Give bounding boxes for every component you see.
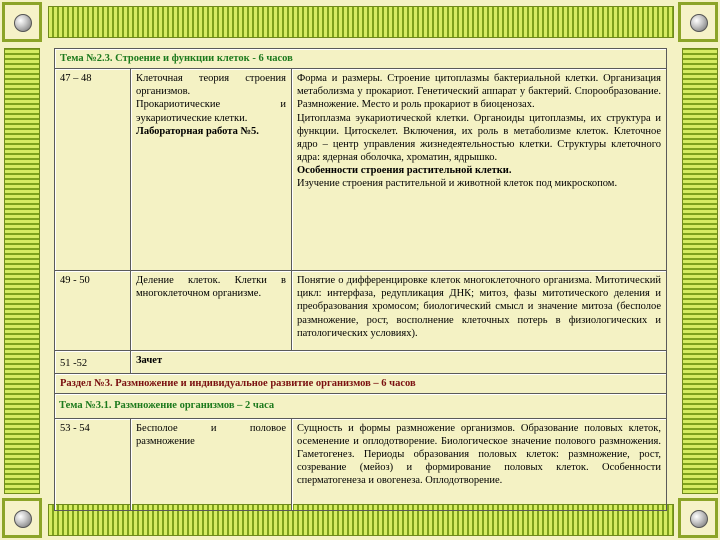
- topic-heading: Тема №2.3. Строение и функции клеток - 6 часов: [55, 49, 667, 69]
- lesson-content: Сущность и формы размножение организмов. Образование половых клеток, осеменение и оплодотворение. Биологическое значение полового размножения. Гаметогенез. Периоды образования половых клеток: размножение, рост, созревание (мейоз) и формирование половых клеток. Особенности сперматогенеза и овогенеза. Оплодотворение.: [292, 418, 667, 510]
- corner-knob-icon: [690, 510, 708, 528]
- table-row: [55, 69, 667, 271]
- curriculum-table: [54, 48, 667, 511]
- exam-label: Зачет: [131, 351, 667, 374]
- corner-tile-top-right: [678, 2, 718, 42]
- lesson-title: Деление клеток. Клетки в многоклеточном организме.: [131, 271, 292, 351]
- lesson-title: Клеточная теория строения организмов.: [136, 73, 286, 98]
- lesson-content: Понятие о дифференцировке клеток многоклеточного организма. Митотический цикл: интерфаза, редупликация ДНК; митоз, фазы митотического деления и преобразования хромосом; биологический смысл и значение митоза (бесполое размножение, рост, восполнение клеточных потерь в физиологических и патологических условиях).: [292, 271, 667, 351]
- frame-right-border: [682, 48, 718, 494]
- topic-heading: Тема №3.1. Размножение организмов – 2 часа: [55, 394, 667, 418]
- lab-work-text: Изучение строения растительной и животной клеток под микроскопом.: [297, 178, 618, 190]
- lesson-content: Цитоплазма эукариотической клетки. Органоиды цитоплазмы, их структура и функции. Цитоскелет. Включения, их роль в метаболизме клеток. Клеточное ядро – центр управления жизнедеятельностью клетки. Структуры клеточного ядра: ядерная оболочка, хроматин, ядрышко.: [297, 112, 662, 163]
- lab-work-title: Особенности строения растительной клетки.: [297, 165, 512, 176]
- lesson-number: 53 - 54: [55, 418, 131, 510]
- lesson-content: Форма и размеры. Строение цитоплазмы бактериальной клетки. Организация метаболизма у прокариот. Генетический аппарат у бактерий. Спорообразование. Размножение. Место и роль прокариот в биоценозах.: [297, 73, 662, 111]
- lesson-title: Бесполое и половое размножение: [131, 418, 292, 510]
- lesson-number: 47 – 48: [55, 69, 131, 271]
- table-row: [55, 351, 667, 374]
- lesson-title: Прокариотические и эукариотические клетки.: [136, 99, 286, 124]
- corner-tile-top-left: [2, 2, 42, 42]
- corner-knob-icon: [14, 14, 32, 32]
- lesson-number: 49 - 50: [55, 271, 131, 351]
- section-heading: Раздел №3. Размножение и индивидуальное развитие организмов – 6 часов: [55, 374, 667, 394]
- corner-tile-bottom-right: [678, 498, 718, 538]
- table-row: [55, 271, 667, 351]
- corner-knob-icon: [690, 14, 708, 32]
- table-row: [55, 418, 667, 510]
- table-row: [55, 394, 667, 418]
- table-row: [55, 374, 667, 394]
- frame-top-border: [48, 6, 674, 38]
- lesson-content-cell: [292, 69, 667, 271]
- lesson-title-cell: [131, 69, 292, 271]
- frame-left-border: [4, 48, 40, 494]
- lesson-number: 51 -52: [55, 351, 131, 374]
- lab-work-label: Лабораторная работа №5.: [136, 125, 259, 137]
- corner-knob-icon: [14, 510, 32, 528]
- corner-tile-bottom-left: [2, 498, 42, 538]
- table-row: [55, 49, 667, 69]
